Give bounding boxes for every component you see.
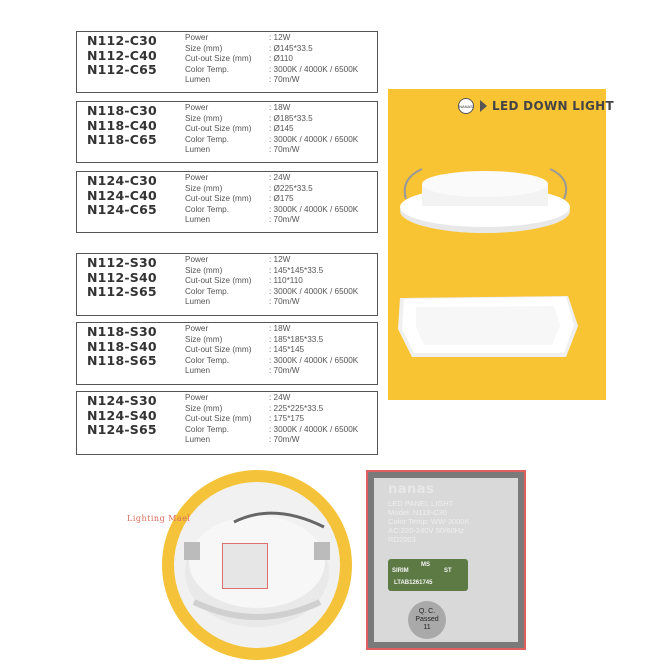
- spec-label: Cut-out Size (mm): [185, 276, 252, 286]
- spec-row: [185, 345, 358, 356]
- spec-row: [185, 205, 358, 216]
- spec-label: Color Temp.: [185, 424, 229, 434]
- spec-label: Power: [185, 103, 209, 112]
- spec-label: Size (mm): [185, 334, 223, 344]
- spec-row: [185, 184, 358, 195]
- spec-label: Cut-out Size (mm): [185, 414, 252, 424]
- spec-label: Lumen: [185, 145, 211, 155]
- spec-value: : Ø145*33.5: [269, 43, 313, 53]
- spec-row: [185, 65, 358, 76]
- model-number: N118-S65: [87, 353, 157, 368]
- spec-list: [185, 103, 358, 156]
- spec-box: [76, 171, 378, 233]
- spec-row: [185, 366, 358, 377]
- spec-value: : 3000K / 4000K / 6500K: [269, 204, 359, 214]
- sirim-sticker: [388, 559, 468, 591]
- spec-box: [76, 322, 378, 385]
- model-number: N124-C40: [87, 187, 157, 203]
- label-line: Color Temp: WW-3000K: [388, 517, 470, 526]
- spec-value: : 70m/W: [269, 215, 300, 225]
- spec-label: Color Temp.: [185, 64, 229, 74]
- model-number: N112-S40: [87, 269, 157, 285]
- product-label-closeup: [366, 470, 526, 650]
- spec-row: [185, 145, 358, 156]
- model-list: [87, 325, 157, 369]
- spec-row: [185, 393, 358, 404]
- spec-value: : 3000K / 4000K / 6500K: [269, 64, 359, 74]
- panel-title: LED DOWN LIGHT: [492, 99, 614, 113]
- spec-label: Size (mm): [185, 183, 223, 193]
- model-number: N112-C40: [87, 47, 157, 63]
- qc-line: 11: [423, 624, 431, 631]
- spec-value: : Ø175: [269, 194, 294, 204]
- spec-label: Cut-out Size (mm): [185, 124, 252, 134]
- spec-value: : Ø145: [269, 124, 294, 134]
- spec-label: Power: [185, 255, 209, 264]
- spec-row: [185, 194, 358, 205]
- spec-row: [185, 215, 358, 226]
- spec-row: [185, 435, 358, 446]
- spec-value: : 18W: [269, 103, 291, 112]
- spec-value: : 24W: [269, 173, 291, 182]
- model-number: N118-C65: [87, 132, 157, 147]
- model-number: N124-S65: [87, 422, 157, 437]
- spec-label: Cut-out Size (mm): [185, 54, 252, 64]
- spec-row: [185, 54, 358, 65]
- spec-row: [185, 75, 358, 86]
- spec-row: [185, 266, 358, 277]
- spec-value: : 175*175: [269, 414, 305, 424]
- spec-row: [185, 404, 358, 415]
- spec-label: Power: [185, 324, 209, 333]
- spec-label: Lumen: [185, 435, 211, 445]
- spec-value: : 225*225*33.5: [269, 403, 324, 413]
- spec-row: [185, 324, 358, 335]
- spec-value: : 145*145: [269, 345, 305, 355]
- spec-value: : 18W: [269, 324, 291, 333]
- spec-label: Lumen: [185, 297, 211, 307]
- spec-row: [185, 335, 358, 346]
- spec-label: Size (mm): [185, 403, 223, 413]
- spec-label: Power: [185, 393, 209, 402]
- spec-row: [185, 173, 358, 184]
- spec-label: Power: [185, 33, 209, 42]
- spec-value: : 3000K / 4000K / 6500K: [269, 355, 359, 365]
- model-number: N124-C30: [87, 173, 157, 188]
- spec-list: [185, 255, 358, 308]
- model-list: [87, 34, 157, 78]
- spec-value: : 110*110: [269, 276, 303, 286]
- model-number: N112-C30: [87, 33, 157, 48]
- qc-sticker: [408, 601, 446, 639]
- product-image-panel: [388, 89, 606, 400]
- model-list: [87, 104, 157, 148]
- spec-list: [185, 324, 358, 377]
- model-list: [87, 174, 157, 218]
- spec-label: Color Temp.: [185, 355, 229, 365]
- spec-label: Cut-out Size (mm): [185, 194, 252, 204]
- spec-value: : 70m/W: [269, 297, 300, 307]
- arrow-icon: [480, 100, 487, 112]
- label-line: RD2003: [388, 535, 416, 544]
- label-lines: [388, 499, 470, 544]
- label-line: Model: N118-C30: [388, 508, 447, 517]
- spec-row: [185, 44, 358, 55]
- spec-list: [185, 173, 358, 226]
- spec-list: [185, 393, 358, 446]
- spec-box: [76, 101, 378, 163]
- ms-text: MS: [421, 562, 430, 568]
- spec-label: Lumen: [185, 366, 211, 376]
- spec-label: Size (mm): [185, 113, 223, 123]
- model-number: N124-C65: [87, 202, 157, 217]
- label-brand: nanas: [388, 482, 435, 497]
- model-number: N118-S30: [87, 324, 157, 339]
- spec-value: : 24W: [269, 393, 291, 402]
- model-number: N118-C30: [87, 103, 157, 118]
- spec-row: [185, 114, 358, 125]
- spec-row: [185, 255, 358, 266]
- model-list: [87, 256, 157, 300]
- sirim-text: SIRIM: [392, 568, 409, 574]
- spec-row: [185, 356, 358, 367]
- spec-value: : 185*185*33.5: [269, 334, 324, 344]
- spec-label: Size (mm): [185, 43, 223, 53]
- spec-value: : 3000K / 4000K / 6500K: [269, 424, 359, 434]
- spec-value: : Ø110: [269, 54, 293, 64]
- label-line: LED PANEL LIGHT: [388, 499, 454, 508]
- model-number: N118-C40: [87, 117, 157, 133]
- spec-value: : Ø185*33.5: [269, 113, 313, 123]
- spec-box: [76, 253, 378, 316]
- spec-label: Cut-out Size (mm): [185, 345, 252, 355]
- model-number: N124-S30: [87, 393, 157, 408]
- spec-row: [185, 276, 358, 287]
- spec-value: : 3000K / 4000K / 6500K: [269, 134, 359, 144]
- spec-row: [185, 287, 358, 298]
- spec-value: : 145*145*33.5: [269, 265, 324, 275]
- model-number: N112-S65: [87, 284, 157, 299]
- spec-row: [185, 135, 358, 146]
- downlight-illustration: [388, 89, 606, 400]
- spec-label: Color Temp.: [185, 204, 229, 214]
- spec-row: [185, 297, 358, 308]
- model-number: N124-S40: [87, 407, 157, 423]
- spec-label: Color Temp.: [185, 134, 229, 144]
- spec-list: [185, 33, 358, 86]
- brand-badge-icon: NANAS: [458, 98, 474, 114]
- spec-box: [76, 31, 378, 93]
- spec-row: [185, 414, 358, 425]
- spec-value: : 70m/W: [269, 435, 300, 445]
- label-line: AC:220-240V 50/60Hz: [388, 526, 464, 535]
- spec-value: : 12W: [269, 33, 291, 42]
- spec-label: Size (mm): [185, 265, 223, 275]
- spec-label: Lumen: [185, 75, 211, 85]
- sirim-code: LTAB1261745: [394, 580, 433, 586]
- model-number: N112-S30: [87, 255, 157, 270]
- spec-label: Color Temp.: [185, 286, 229, 296]
- qc-line: Passed: [415, 616, 439, 623]
- spec-value: : 12W: [269, 255, 291, 264]
- spec-row: [185, 124, 358, 135]
- spec-row: [185, 33, 358, 44]
- spec-value: : 70m/W: [269, 366, 300, 376]
- model-list: [87, 394, 157, 438]
- mini-label-highlight: [222, 543, 268, 589]
- model-number: N118-S40: [87, 338, 157, 354]
- spec-label: Power: [185, 173, 209, 182]
- spec-row: [185, 425, 358, 436]
- spec-value: : 70m/W: [269, 145, 300, 155]
- model-number: N112-C65: [87, 62, 157, 77]
- spec-value: : 70m/W: [269, 75, 300, 85]
- panel-title-area: [458, 98, 614, 114]
- qc-line: Q. C.: [418, 608, 436, 615]
- spec-row: [185, 103, 358, 114]
- spec-value: : 3000K / 4000K / 6500K: [269, 286, 359, 296]
- st-text: ST: [444, 568, 452, 574]
- spec-box: [76, 391, 378, 455]
- spec-label: Lumen: [185, 215, 211, 225]
- spec-value: : Ø225*33.5: [269, 183, 313, 193]
- watermark: Lighting Mael: [127, 514, 191, 523]
